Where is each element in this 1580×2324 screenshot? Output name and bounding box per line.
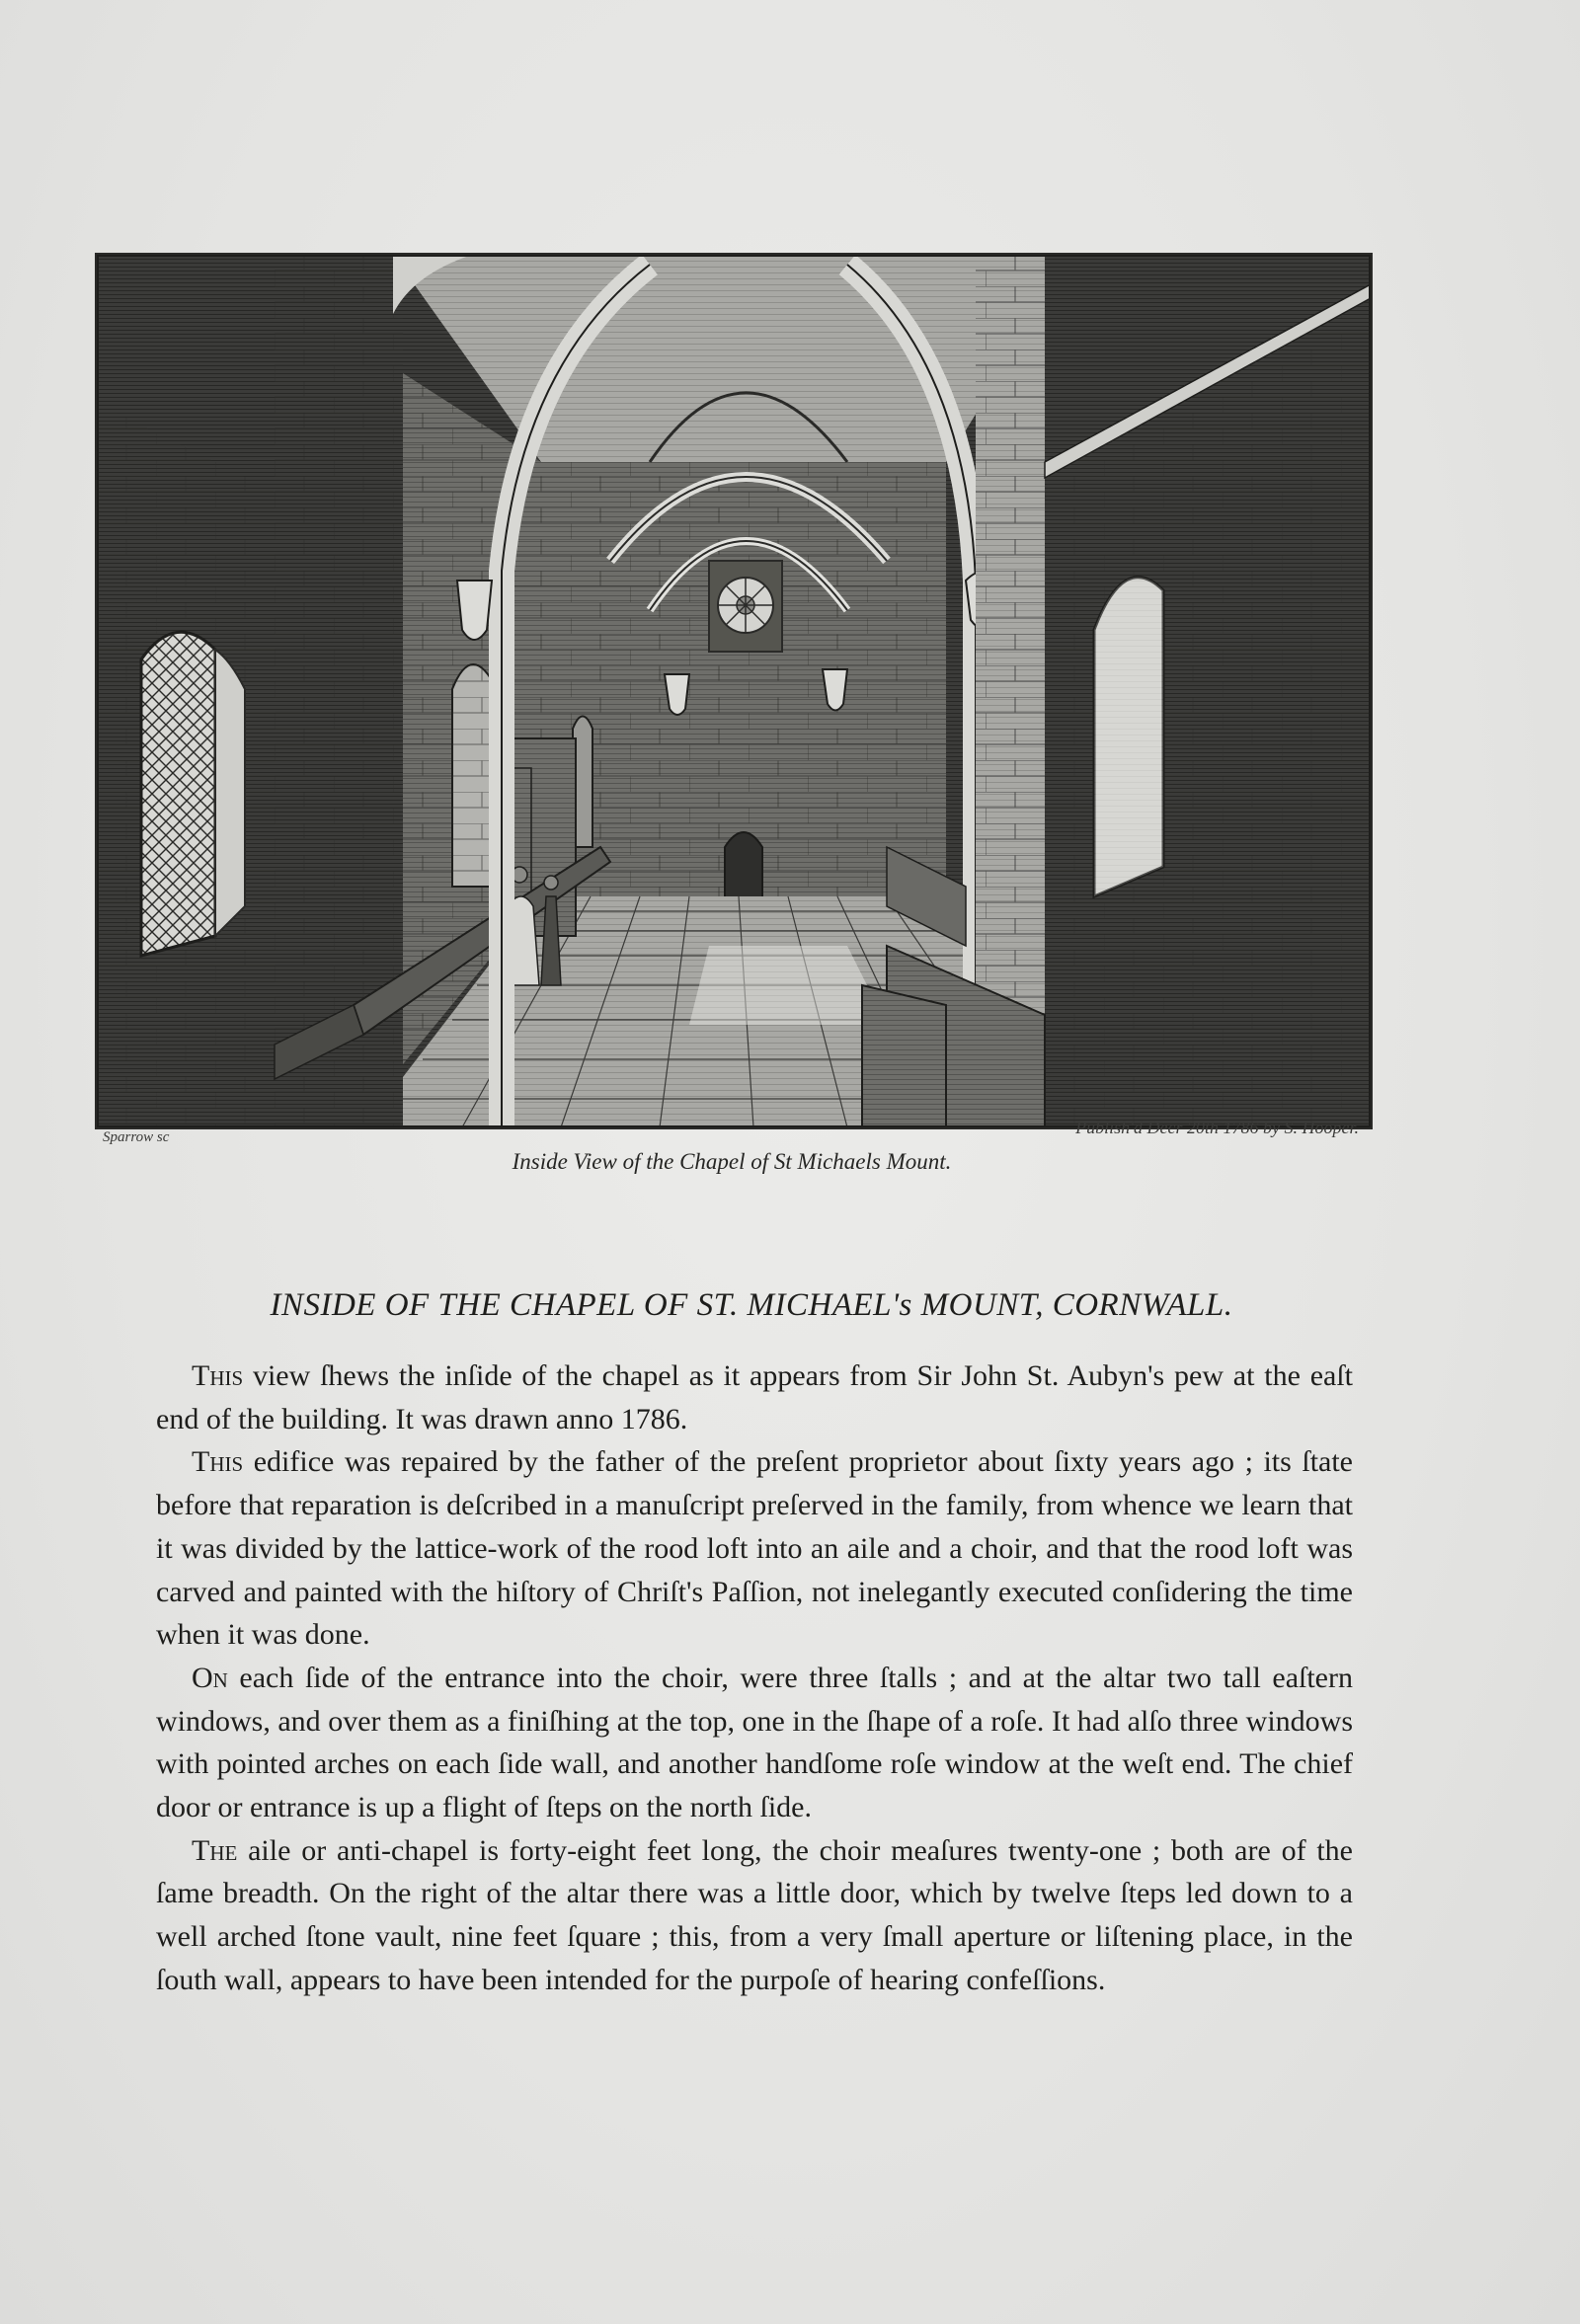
paragraph-1-lead: This — [192, 1359, 244, 1392]
paragraph-3 — [156, 1657, 1353, 1829]
paragraph-4-lead: The — [192, 1833, 238, 1867]
article-body — [156, 1355, 1353, 2002]
chapel-interior-engraving — [97, 255, 1371, 1127]
engraving-plate — [95, 253, 1373, 1129]
paragraph-3-text: each ſide of the entrance into the choir, were three ſtalls ; and at the altar two tall eaſtern windows, and over them as a finiſhing at the top, one in the ſhape of a roſe. It had alſo three windows with pointed arches on each ſide wall, and another handſome roſe window at the weſt end. The chief door or entrance is up a flight of ſteps on the north ſide. — [156, 1661, 1353, 1824]
lattice-window — [141, 632, 215, 956]
paragraph-1-text: view ſhews the inſide of the chapel as it appears from Sir John St. Aubyn's pew at the eaſt end of the building. It was drawn anno 1786. — [156, 1359, 1353, 1435]
paragraph-3-lead: On — [192, 1661, 228, 1694]
paragraph-2 — [156, 1440, 1353, 1657]
paragraph-4 — [156, 1829, 1353, 2002]
paragraph-4-text: aile or anti-chapel is forty-eight feet long, the choir meaſures twenty-one ; both are of the ſame breadth. On the right of the altar there was a little door, which by twelve ſteps led down to a well arched ſtone vault, nine feet ſquare ; this, from a very ſmall aperture or liſtening place, in the ſouth wall, appears to have been intended for the purpoſe of hearing confeſſions. — [156, 1833, 1353, 1996]
article-title: INSIDE OF THE CHAPEL OF ST. MICHAEL's MOUNT, CORNWALL. — [270, 1287, 1233, 1323]
publisher-credit: Publish'd Decr 20th 1786 by S. Hooper. — [1075, 1118, 1359, 1137]
paragraph-1 — [156, 1355, 1353, 1440]
plate-caption: Inside View of the Chapel of St Michaels Mount. — [512, 1149, 952, 1174]
paragraph-2-text: edifice was repaired by the father of the preſent proprietor about ſixty years ago ; its ſtate before that reparation is deſcribed in a manuſcript preſerved in the family, from whence we learn that it was divided by the lattice-work of the rood loft into an aile and a choir, and that the rood loft was carved and painted with the hiſtory of Chriſt's Paſſion, not inelegantly executed conſidering the time when it was done. — [156, 1445, 1353, 1652]
paragraph-2-lead: This — [192, 1445, 244, 1479]
engraver-credit: Sparrow sc — [103, 1129, 170, 1145]
